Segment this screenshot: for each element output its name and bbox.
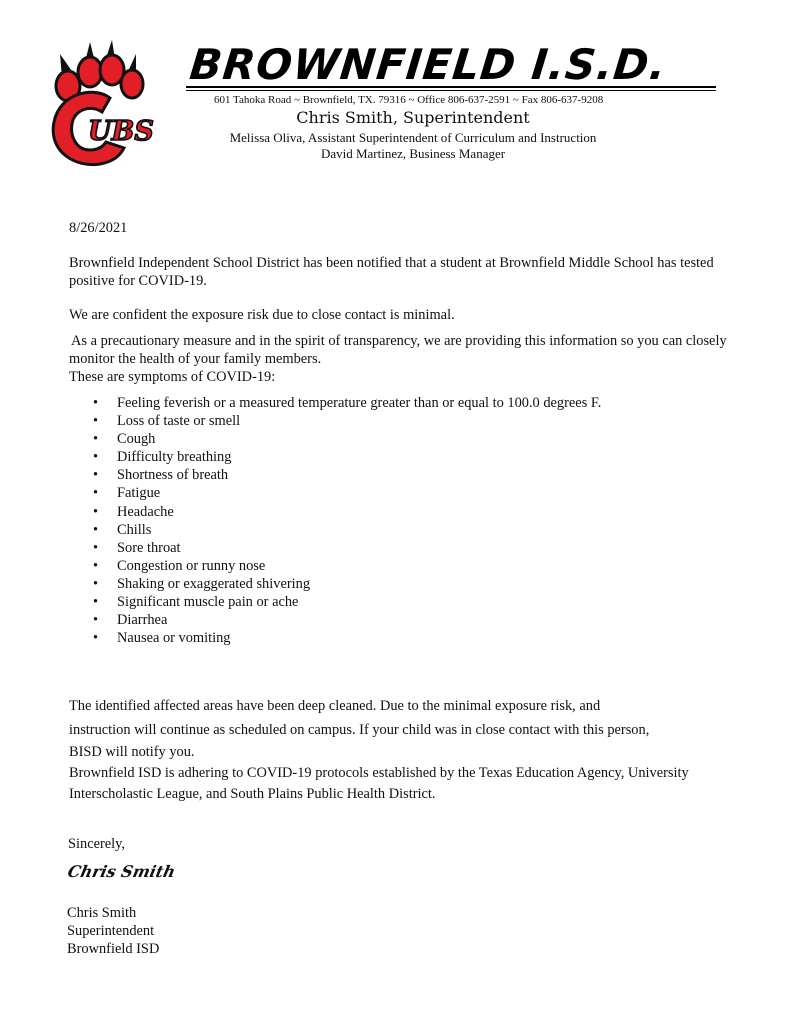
cubs-paw-logo bbox=[40, 36, 160, 171]
sign-off: Sincerely, bbox=[68, 836, 126, 852]
instruction-line: instruction will continue as scheduled on campus. If your child was in close contact with this person, bbox=[69, 722, 650, 738]
list-item: • Diarrhea bbox=[117, 611, 759, 629]
risk-paragraph: We are confident the exposure risk due to close contact is minimal. bbox=[69, 307, 455, 323]
staff-line: Melissa Oliva, Assistant Superintendent of Curriculum and Instruction bbox=[229, 130, 597, 145]
superintendent-line: Chris Smith, Superintendent bbox=[296, 108, 530, 127]
list-item: • Shaking or exaggerated shivering bbox=[117, 575, 759, 593]
notification-paragraph: Brownfield Independent School District has been notified that a student at Brownfield Middle School has tested positive for COVID-19. bbox=[69, 255, 714, 289]
notify-line: BISD will notify you. bbox=[69, 744, 195, 760]
cleaning-line: The identified affected areas have been deep cleaned. Due to the minimal exposure risk, and bbox=[69, 698, 601, 714]
list-item: • Significant muscle pain or ache bbox=[117, 593, 759, 611]
header-rule bbox=[186, 86, 716, 88]
signer-title: Superintendent bbox=[67, 923, 155, 939]
letter-date: 8/26/2021 bbox=[69, 220, 128, 236]
signature: Chris Smith bbox=[65, 862, 178, 881]
logo-text: UBS bbox=[88, 116, 154, 147]
list-item: • Difficulty breathing bbox=[117, 448, 759, 466]
list-item: • Shortness of breath bbox=[117, 466, 759, 484]
list-item: • Congestion or runny nose bbox=[117, 557, 759, 575]
closing-block bbox=[69, 694, 759, 805]
signature-block bbox=[67, 904, 159, 958]
district-name: BROWNFIELD I.S.D. bbox=[187, 40, 670, 89]
list-item: • Feeling feverish or a measured temperature greater than or equal to 100.0 degrees F. bbox=[117, 394, 759, 412]
list-item: • Chills bbox=[117, 521, 759, 539]
list-item: • Fatigue bbox=[117, 484, 759, 502]
letter-body bbox=[69, 219, 759, 647]
list-item: • Headache bbox=[117, 503, 759, 521]
symptoms-intro: These are symptoms of COVID-19: bbox=[69, 369, 276, 385]
protocols-paragraph: Brownfield ISD is adhering to COVID-19 protocols established by the Texas Education Agency, University Interscholastic League, and South Plains Public Health District. bbox=[69, 765, 689, 802]
symptoms-list bbox=[69, 394, 759, 647]
list-item: • Loss of taste or smell bbox=[117, 412, 759, 430]
list-item: • Sore throat bbox=[117, 539, 759, 557]
staff-line: David Martinez, Business Manager bbox=[320, 146, 506, 161]
address-line: 601 Tahoka Road ~ Brownfield, TX. 79316 ~ Office 806-637-2591 ~ Fax 806-637-9208 bbox=[214, 94, 604, 106]
list-item: • Cough bbox=[117, 430, 759, 448]
signer-name: Chris Smith bbox=[67, 905, 137, 921]
transparency-paragraph: As a precautionary measure and in the spirit of transparency, we are providing this information so you can closely monitor the health of your family members. bbox=[69, 333, 727, 367]
list-item: • Nausea or vomiting bbox=[117, 629, 759, 647]
signer-org: Brownfield ISD bbox=[67, 941, 160, 957]
header-rule-thin bbox=[186, 90, 716, 91]
